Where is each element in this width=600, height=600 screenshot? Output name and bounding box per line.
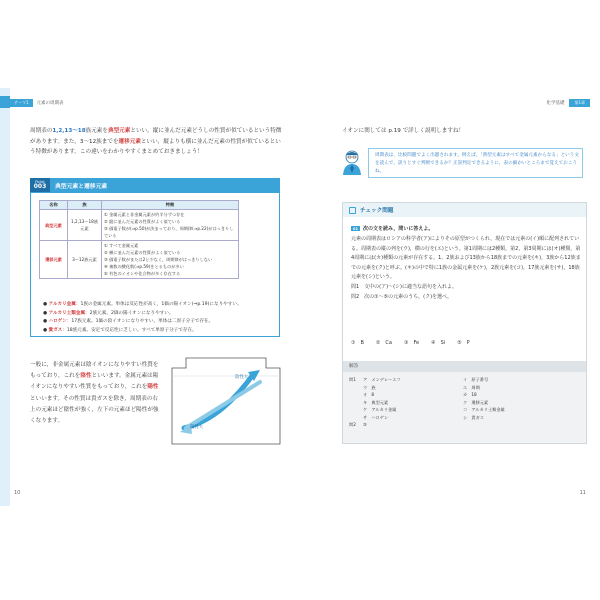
element-table bbox=[39, 200, 239, 279]
point-badge: Point 003 bbox=[30, 178, 50, 192]
table-header: 名称 bbox=[40, 201, 68, 210]
subject-label: 化学基礎 bbox=[546, 101, 565, 106]
continuation-line: イオンに関しては p.19 で詳しく説明しますね！ bbox=[342, 128, 465, 134]
answer-header: 解答 bbox=[343, 361, 586, 372]
table-row bbox=[40, 210, 239, 241]
left-header bbox=[10, 98, 64, 108]
list-item: ⑤ P bbox=[457, 340, 470, 346]
question-title: 01 次の文を読み，問いに答えよ。 bbox=[353, 226, 434, 232]
page-number-left: 10 bbox=[14, 490, 21, 496]
row-features: ① 金属元素と非金属元素が約半分ずつ存在 ② 縦に並んだ元素の性質がよく似ている ③ 価電子数が(⇒p.50)が決まっており，周期律(⇒p.22)がはっきりしている bbox=[102, 210, 239, 241]
check-problem-box bbox=[342, 202, 587, 444]
page-edge-bar bbox=[0, 88, 10, 506]
pencil-check-icon bbox=[349, 207, 356, 214]
bullet-list bbox=[43, 301, 275, 335]
chapter-tab: 第1章 bbox=[569, 99, 590, 107]
list-item: ● 貴ガス：18族元素。安定で反応性に乏しい。すべて単原子分子で存在。 bbox=[43, 327, 197, 333]
list-item: ④ Si bbox=[431, 340, 446, 346]
answer-row: オ 8 カ 18 bbox=[363, 392, 477, 397]
check-header bbox=[343, 203, 586, 217]
list-item: ② Ca bbox=[375, 340, 392, 346]
fig-label-positive: 陽性大 bbox=[190, 425, 204, 430]
right-header bbox=[546, 98, 590, 108]
fig-label-negative: 陰性大 bbox=[235, 375, 249, 380]
list-item: ● アルカリ金属：1族の金属元素。単体は反応性が高く，1価の陽イオン(⇒p.19)になりやすい。 bbox=[43, 302, 242, 307]
question-body: 元素の周期表はロシアの科学者(ア)によりその原型がつくられ，現在では元素の(イ)順に配列されている。周期表の縦の列を(ウ)，横の行を(エ)という。第1周期には2種類，第2，第3周期には(オ)種類，第4周期には(カ)種類の元素が存在する。1，2族および13族から18族までの元素を(キ)，3族から12族までの元素を(ク)と呼ぶ。(キ)の中で特に1族の金属元素を(ケ)，2族元素を(コ)，17族元素を(サ)，18族元素を(シ)という。 問1 文中の(ア)〜(シ)に適当な語句を入れよ。 問2 次の①〜⑤の元素のうち，(ク)を選べ。 bbox=[351, 235, 583, 302]
theme-tag: テーマ1 bbox=[10, 99, 33, 107]
periodic-polarity-figure bbox=[170, 348, 282, 448]
row-features: ① すべて金属元素 ② 横に並んだ元素の性質がよく似ている ③ 価電子数がまたは2と少なく，周期律がはっきりしない ④ 複数の酸化数(⇒p.59)をとるものが多い ⑤ 有色のイオンや化合物が多く存在する bbox=[102, 241, 239, 279]
answer-row: キ 典型元素 ク 遷移元素 bbox=[363, 399, 489, 405]
point-box bbox=[30, 192, 280, 337]
answer-row: ウ 族 エ 周期 bbox=[363, 384, 480, 390]
row-name: 遷移元素 bbox=[40, 241, 68, 279]
question-1: 問1 文中の(ア)〜(シ)に適当な語句を入れよ。 bbox=[351, 283, 457, 290]
answer-box bbox=[343, 361, 586, 443]
row-group: 1,2,13〜18族元素 bbox=[68, 210, 102, 241]
list-item: ● アルカリ土類金属：2族元素。2価の陽イオンになりやすい。 bbox=[43, 310, 174, 316]
check-title: チェック問題 bbox=[360, 208, 394, 214]
teacher-note bbox=[368, 148, 583, 178]
option-list bbox=[351, 339, 583, 346]
answer-grid bbox=[349, 376, 581, 429]
polarity-paragraph: 一般に，非金属元素は陰イオンになりやすい性質をもっており，これを陰性といいます。金属元素は陽イオンになりやすい性質をもっており，これを陽性といいます。その性質は貴ガスを除き，周期表の右上の元素ほど陰性が強く，左下の元素ほど陽性が強くなります。 bbox=[30, 362, 159, 425]
table-header: 特徴 bbox=[102, 201, 239, 210]
row-name: 典型元素 bbox=[40, 210, 68, 241]
point-title-bar bbox=[30, 178, 280, 192]
point-title: 典型元素と遷移元素 bbox=[55, 183, 108, 190]
question-2: 問2 次の①〜⑤の元素のうち，(ク)を選べ。 bbox=[351, 293, 453, 300]
table-header: 族 bbox=[68, 201, 102, 210]
page-edge-tab bbox=[0, 96, 10, 108]
row-group: 3〜12族元素 bbox=[68, 241, 102, 279]
list-item: ● ハロゲン：17族元素。1価の陰イオンになりやすい。単体は二原子分子で存在。 bbox=[43, 319, 214, 325]
answer-row: サ ハロゲン シ 貴ガス bbox=[363, 414, 484, 420]
table-row bbox=[40, 241, 239, 279]
teacher-note-text: 周期表は，比較問題でよく出題されます。例えば，「典型元素はすべて金属元素からなる」という文を読んで，誤りとすぐ判断できるか？正誤判定できるように，表の細かいところまで覚えておこうね。 bbox=[375, 153, 579, 174]
question-number: 01 bbox=[353, 226, 359, 231]
answer-row: 問2 ③ bbox=[349, 422, 367, 427]
list-item: ③ Fe bbox=[403, 340, 420, 346]
teacher-avatar-icon bbox=[340, 148, 364, 176]
page-number-right: 11 bbox=[579, 490, 586, 496]
answer-row: 問1 ア メンデレーエフ イ 原子番号 bbox=[349, 377, 489, 382]
table-header-row bbox=[40, 201, 239, 210]
list-item: ① B bbox=[351, 340, 364, 346]
left-page bbox=[0, 88, 300, 506]
book-spread bbox=[0, 88, 600, 506]
answer-row: ケ アルカリ金属 コ アルカリ土類金属 bbox=[363, 407, 505, 412]
right-page bbox=[300, 88, 600, 506]
intro-paragraph: 周期表の1,2,13〜18族元素を典型元素といい，縦に並んだ元素どうしの性質が似ているという特徴があります。また，3〜12族までを遷移元素といい，縦よりも横に並んだ元素の性質が似ているという特徴があります。この違いをわかりやすくまとめておきましょう！ bbox=[30, 128, 282, 155]
theme-title: 元素の周期表 bbox=[36, 101, 64, 106]
